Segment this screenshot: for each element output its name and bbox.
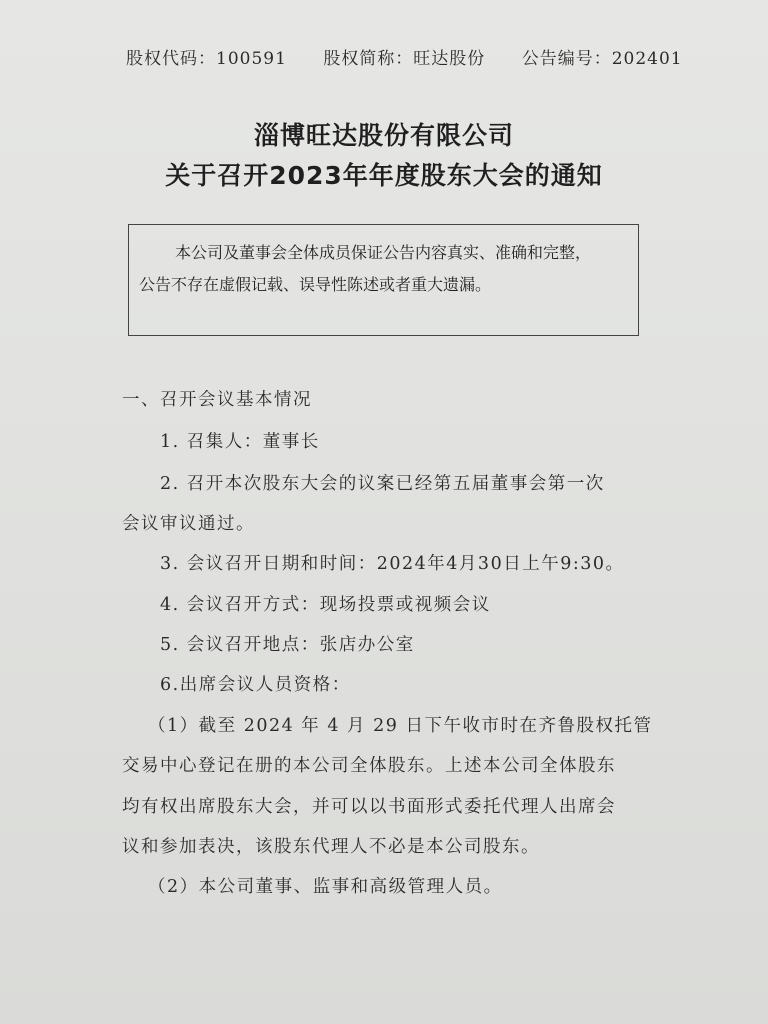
item-location: 5. 会议召开地点：张店办公室 bbox=[160, 635, 415, 655]
item-proposal: 2. 召开本次股东大会的议案已经第五届董事会第一次 bbox=[160, 474, 605, 494]
disclaimer-line-2: 公告不存在虚假记载、误导性陈述或者重大遗漏。 bbox=[139, 275, 492, 294]
notice-title: 关于召开2023年年度股东大会的通知 bbox=[165, 161, 603, 190]
item-date-time: 3. 会议召开日期和时间：2024年4月30日上午9:30。 bbox=[160, 554, 625, 574]
company-title: 淄博旺达股份有限公司 bbox=[253, 121, 514, 150]
announcement-header bbox=[126, 44, 726, 69]
item-attendees: 6.出席会议人员资格： bbox=[160, 675, 351, 695]
sub-item-1-cont-1: 交易中心登记在册的本公司全体股东。上述本公司全体股东 bbox=[122, 756, 616, 776]
section-heading: 一、召开会议基本情况 bbox=[122, 390, 312, 410]
item-method: 4. 会议召开方式：现场投票或视频会议 bbox=[160, 595, 491, 615]
equity-short-name: 股权简称：旺达股份 bbox=[323, 49, 486, 69]
item-proposal-cont: 会议审议通过。 bbox=[122, 514, 255, 534]
announcement-number: 公告编号：202401 bbox=[521, 49, 683, 69]
sub-item-2: （2）本公司董事、监事和高级管理人员。 bbox=[148, 877, 503, 897]
sub-item-1: （1）截至 2024 年 4 月 29 日下午收市时在齐鲁股权托管 bbox=[148, 716, 653, 736]
disclaimer-line-1: 本公司及董事会全体成员保证公告内容真实、准确和完整， bbox=[175, 243, 592, 262]
equity-code: 股权代码：100591 bbox=[126, 49, 287, 69]
sub-item-1-cont-3: 议和参加表决，该股东代理人不必是本公司股东。 bbox=[122, 837, 540, 857]
item-convener: 1. 召集人：董事长 bbox=[160, 432, 320, 452]
sub-item-1-cont-2: 均有权出席股东大会，并可以以书面形式委托代理人出席会 bbox=[122, 797, 616, 817]
disclaimer-box bbox=[128, 224, 639, 336]
